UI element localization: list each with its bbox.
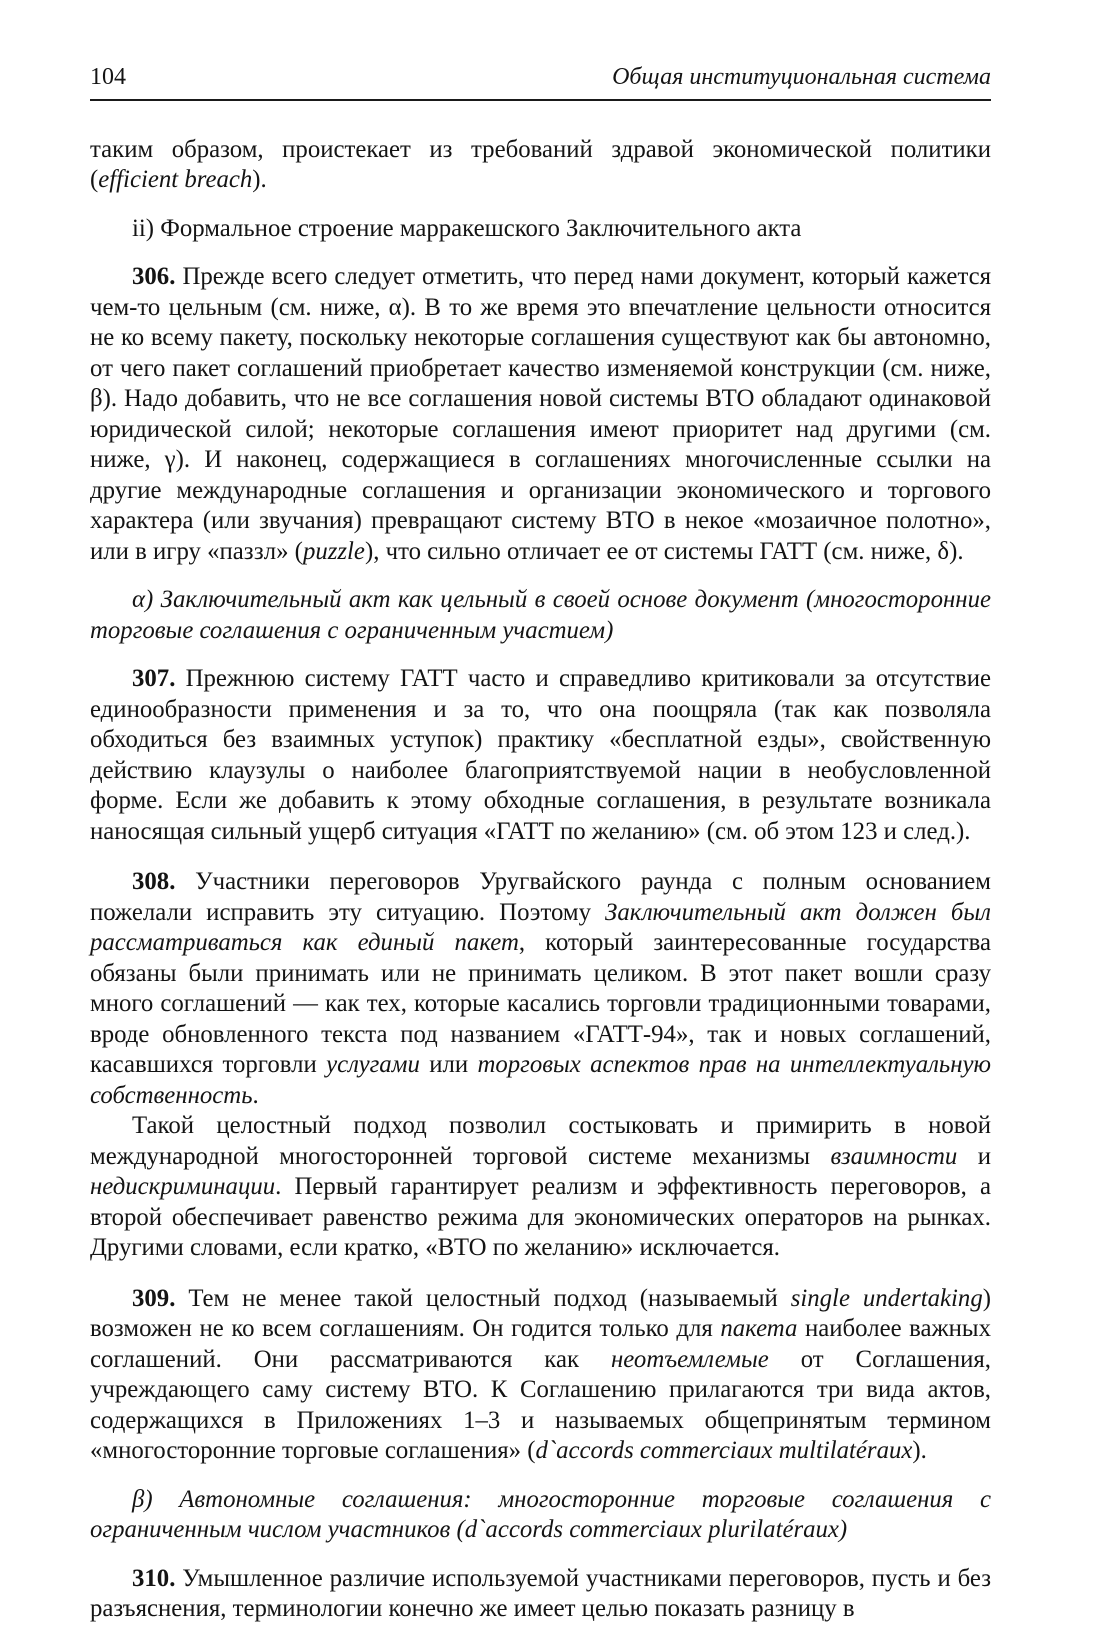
paragraph-308: 308. Участники переговоров Уругвайского раунда с полным основанием пожелали исправить эту ситуацию. Поэтому Заключительный акт должен был рассматриваться как единый пакет, который заинтересованные государства обязаны были принимать или не принимать целиком. В этот пакет вошли сразу много соглашений — как тех, которые касались торговли традиционными товарами, вроде обновленного текста под названием «ГАТТ-94», так и новых соглашений, касавшихся торговли услугами или торговых аспектов прав на интеллектуальную собственность. (90, 868, 991, 1109)
paragraph-308-continued: Такой целостный подход позволил состыковать и примирить в новой международной многосторонней торговой системе механизмы взаимности и недискриминации. Первый гарантирует реализм и эффективность переговоров, а второй обеспечивает равенство режима для экономических операторов на рынках. Другими словами, если кратко, «ВТО по желанию» исключается. (90, 1112, 991, 1261)
page-number: 104 (90, 64, 126, 90)
paragraph-307: 307. Прежнюю систему ГАТТ часто и справедливо критиковали за отсутствие единообразности применения и за то, что она поощряла (так как позволяла обходиться без взаимных уступок) практику «бесплатной езды», свойственную действию клаузулы о наиболее благоприятствуемой нации в необусловленной форме. Если же добавить к этому обходные соглашения, в результате возникала наносящая сильный ущерб ситуация «ГАТТ по желанию» (см. об этом 123 и след.). (90, 665, 991, 845)
section-heading-alpha: α) Заключительный акт как цельный в своей основе документ (многосторонние торговые соглашения с ограниченным участием) (90, 586, 991, 644)
section-heading-ii: ii) Формальное строение марракешского Заключительного акта (132, 214, 802, 242)
section-heading-beta: β) Автономные соглашения: многосторонние торговые соглашения с ограниченным числом участников (d`accords commerciaux plurilatéraux) (90, 1485, 991, 1543)
running-title: Общая институциональная система (612, 64, 991, 90)
paragraph-310: 310. Умышленное различие используемой участниками переговоров, пусть и без разъяснения, терминологии конечно же имеет целью показать разницу в (90, 1564, 991, 1622)
paragraph-306: 306. Прежде всего следует отметить, что перед нами документ, который кажется чем-то цельным (см. ниже, α). В то же время это впечатление цельности относится не ко всему пакету, поскольку некоторые соглашения существуют как бы автономно, от чего пакет соглашений приобретает качество изменяемой конструкции (см. ниже, β). Надо добавить, что не все соглашения новой системы ВТО обладают одинаковой юридической силой; некоторые соглашения имеют приоритет над другими (см. ниже, γ). И наконец, содержащиеся в соглашениях многочисленные ссылки на другие международные соглашения и организации экономического и торгового характера (или звучания) превращают систему ВТО в некое «мозаичное полотно», или в игру «паззл» (puzzle), что сильно отличает ее от системы ГАТТ (см. ниже, δ). (90, 263, 991, 565)
paragraph-intro: таким образом, проистекает из требований здравой экономической политики (efficient breach). (90, 135, 991, 193)
paragraph-309: 309. Тем не менее такой целостный подход (называемый single undertaking) возможен не ко всем соглашениям. Он годится только для пакета наиболее важных соглашений. Они рассматриваются как неотъемлемые от Соглашения, учреждающего саму систему ВТО. К Соглашению прилагаются три вида актов, содержащихся в Приложениях 1–3 и называемых общепринятым термином «многосторонние торговые соглашения» (d`accords commerciaux multilatéraux). (90, 1284, 991, 1464)
page-header (90, 62, 991, 101)
